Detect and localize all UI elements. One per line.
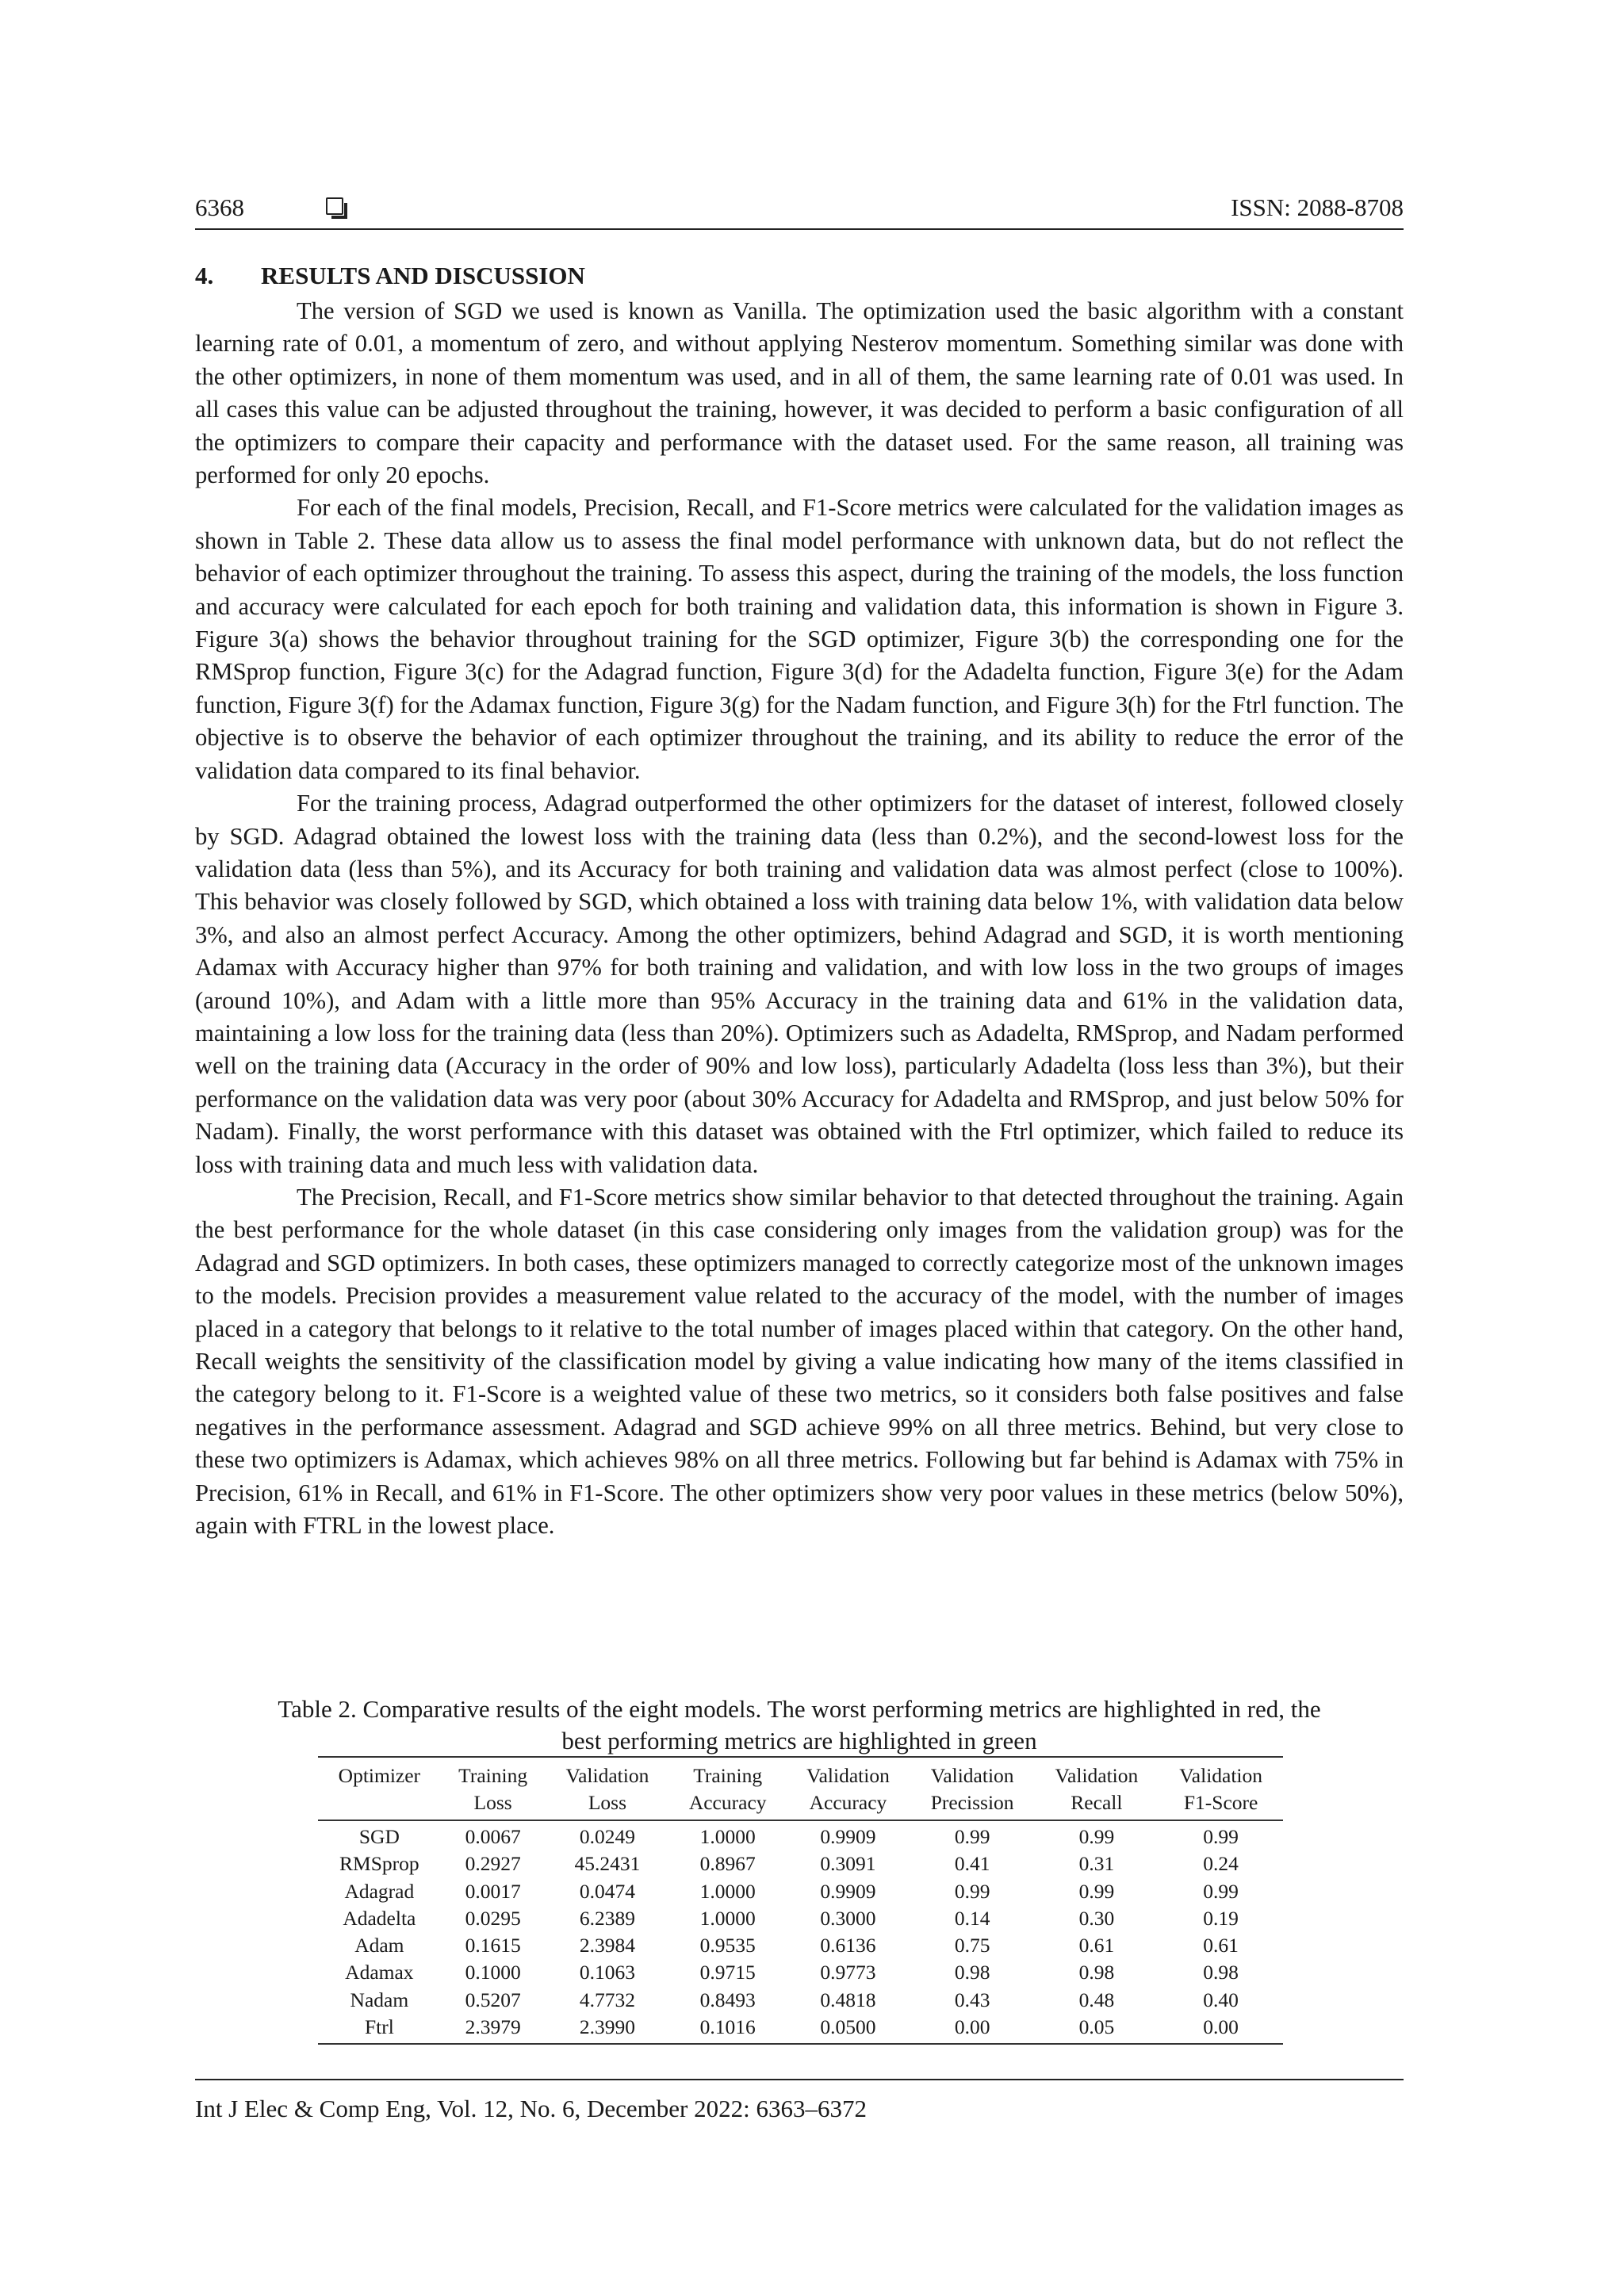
paragraph: The version of SGD we used is known as Vanilla. The optimization used the basic algorithm with a constant learning rate of 0.01, a momentum of zero, and without applying Nesterov momentum. Something similar was done with the other optimizers, in none of them momentum was used, and in all of them, the same learning rate of 0.01 was used. In all cases this value can be adjusted throughout the training, however, it was decided to perform a basic configuration of all the optimizers to compare their capacity and performance with the dataset used. For the same reason, all training was performed for only 20 epochs. [195,297,1404,489]
page-number: 6368 [195,193,244,221]
metric-cell: 0.99 [1203,1879,1239,1903]
paragraph: The Precision, Recall, and F1-Score metrics show similar behavior to that detected throughout the training. Again the best performance for the whole dataset (in this case considering only images from the validation group) was for the Adagrad and SGD optimizers. In both cases, these optimizers managed to correctly categorize most of the unknown images to the models. Precision provides a measurement value related to the accuracy of the model, with the number of images placed in a category that belongs to it relative to the total number of images placed within that category. On the other hand, Recall weights the sensitivity of the classification model by giving a value indicating how many of the items classified in the category belong to it. F1-Score is a weighted value of these two metrics, so it considers both false positives and false negatives in the performance assessment. Adagrad and SGD achieve 99% on all three metrics. Behind, but very close to these two optimizers is Adamax, which achieves 98% on all three metrics. Following but far behind is Adamax with 75% in Precision, 61% in Recall, and 61% in F1-Score. The other optimizers show very poor values in these metrics (below 50%), again with FTRL in the lowest place. [195,1183,1404,1540]
metric-cell: 0.8967 [699,1852,756,1876]
metric-cell: 0.1016 [669,2014,786,2044]
metric-cell: 0.5207 [465,1988,521,2011]
paragraph: For the training process, Adagrad outperformed the other optimizers for the dataset of interest, followed closely by SGD. Adagrad obtained the lowest loss with the training data (less than 0.2%), and the second-lowest loss for the validation data (less than 5%), and its Accuracy for both training and validation data was almost perfect (close to 100%). This behavior was closely followed by SGD, which obtained a loss with training data below 1%, with validation data below 3%, and also an almost perfect Accuracy. Among the other optimizers, behind Adagrad and SGD, it is worth mentioning Adamax with Accuracy higher than 97% for both training and validation, and with low loss in the two groups of images (around 10%), and Adam with a little more than 95% Accuracy in the training data and 61% in the validation data, maintaining a low loss for the training data (less than 20%). Optimizers such as Adadelta, RMSprop, and Nadam performed well on the training data (Accuracy in the order of 90% and low loss), particularly Adadelta (loss less than 3%), but their performance on the validation data was very poor (about 30% Accuracy for Adadelta and RMSprop, and just below 50% for Nadam). Finally, the worst performance with this dataset was obtained with the Ftrl optimizer, which failed to reduce its loss with training data and much less with validation data. [195,790,1404,1178]
metric-cell: 0.1063 [579,1961,635,1984]
optimizer-cell: Adamax [345,1961,414,1984]
table-row [318,1987,1283,2014]
header-cell: Accuracy [786,1789,910,1820]
header-cell: F1-Score [1159,1789,1283,1820]
metric-cell: 0.9715 [699,1961,756,1984]
table-body [318,1820,1283,2044]
metric-cell: 0.3091 [820,1852,876,1876]
header-cell: Validation [1035,1757,1159,1789]
header-cell: Precission [910,1789,1035,1820]
optimizer-cell: Nadam [350,1988,409,2011]
metric-cell: 0.41 [954,1852,990,1876]
metric-cell: 1.0000 [699,1879,756,1903]
table-row [318,1850,1283,1877]
metric-cell: 0.98 [954,1961,990,1984]
optimizer-cell: SGD [358,1825,400,1848]
metric-cell: 0.0017 [465,1879,521,1903]
page-header [195,193,1404,230]
metric-cell: 0.98 [1078,1961,1115,1984]
metric-cell: 0.9909 [820,1825,876,1848]
header-cell [318,1789,441,1820]
table-row [318,1878,1283,1905]
metric-cell: 0.75 [954,1934,990,1957]
metric-cell: 0.43 [954,1988,990,2011]
header-cell: Training [441,1757,546,1789]
header-cell: Validation [1159,1757,1283,1789]
metric-cell: 0.40 [1203,1988,1239,2011]
metric-cell: 0.00 [910,2014,1035,2044]
header-cell: Loss [441,1789,546,1820]
metric-cell: 0.9773 [820,1961,876,1984]
body-text [195,295,1404,1542]
table-row [318,2014,1283,2044]
metric-cell: 0.0500 [786,2014,910,2044]
caption-line: Table 2. Comparative results of the eight models. The worst performing metrics are highlighted in red, the [278,1695,1321,1723]
metric-cell: 0.99 [1078,1879,1115,1903]
optimizer-cell: Adadelta [343,1906,416,1930]
table-row [318,1959,1283,1986]
metric-cell: 0.30 [1078,1906,1115,1930]
metric-cell: 0.99 [1078,1825,1115,1848]
optimizer-cell: RMSprop [339,1852,419,1876]
metric-cell: 0.99 [954,1879,990,1903]
table [318,1756,1283,2045]
header-cell: Validation [546,1757,670,1789]
metric-cell: 0.24 [1203,1852,1239,1876]
metric-cell: 0.0067 [465,1825,521,1848]
metric-cell: 0.6136 [820,1934,876,1957]
metric-cell: 0.1615 [465,1934,521,1957]
caption-line: best performing metrics are highlighted in green [561,1727,1037,1755]
table-row [318,1932,1283,1959]
header-cell: Recall [1035,1789,1159,1820]
table-row [318,1905,1283,1932]
metric-cell: 0.61 [1078,1934,1115,1957]
issn: ISSN: 2088-8708 [1231,193,1404,221]
metric-cell: 0.2927 [465,1852,521,1876]
metric-cell: 0.19 [1203,1906,1239,1930]
metric-cell: 0.98 [1203,1961,1239,1984]
paragraph: For each of the final models, Precision, Recall, and F1-Score metrics were calculated for the validation images as shown in Table 2. These data allow us to assess the final model performance with unknown data, but do not reflect the behavior of each optimizer throughout the training. To assess this aspect, during the training of the models, the loss function and accuracy were calculated for each epoch for both training and validation data, this information is shown in Figure 3. Figure 3(a) shows the behavior throughout training for the SGD optimizer, Figure 3(b) the corresponding one for the RMSprop function, Figure 3(c) for the Adagrad function, Figure 3(d) for the Adadelta function, Figure 3(e) for the Adam function, Figure 3(f) for the Adamax function, Figure 3(g) for the Nadam function, and Figure 3(h) for the Ftrl function. The objective is to observe the behavior of each optimizer throughout the training, and its ability to reduce the error of the validation data compared to its final behavior. [195,494,1404,784]
header-cell: Training [669,1757,786,1789]
optimizer-cell: Ftrl [318,2014,441,2044]
header-row [318,1789,1283,1820]
metric-cell: 0.9535 [699,1934,756,1957]
header-cell: Validation [910,1757,1035,1789]
metric-cell: 2.3984 [579,1934,635,1957]
metric-cell: 45.2431 [574,1852,641,1876]
table-caption [195,1693,1404,1757]
page-footer [195,2079,1404,2123]
metric-cell: 1.0000 [699,1825,756,1848]
metric-cell: 0.99 [954,1825,990,1848]
journal-citation: Int J Elec & Comp Eng, Vol. 12, No. 6, December 2022: 6363–6372 [195,2095,867,2122]
metric-cell: 0.1000 [465,1961,521,1984]
section-number: 4. [195,262,214,289]
metric-cell: 0.4818 [820,1988,876,2011]
metric-cell: 0.8493 [699,1988,756,2011]
metric-cell: 0.05 [1035,2014,1159,2044]
metric-cell: 0.0295 [465,1906,521,1930]
metric-cell: 0.61 [1203,1934,1239,1957]
metric-cell: 2.3990 [546,2014,670,2044]
paper-page [195,0,1404,2296]
optimizer-cell: Adam [354,1934,404,1957]
metric-cell: 0.3000 [820,1906,876,1930]
metric-cell: 0.48 [1078,1988,1115,2011]
header-cell: Optimizer [318,1757,441,1789]
metric-cell: 0.9909 [820,1879,876,1903]
header-cell: Loss [546,1789,670,1820]
metric-cell: 0.00 [1159,2014,1283,2044]
square-icon [326,197,343,215]
metric-cell: 0.31 [1078,1852,1115,1876]
optimizer-cell: Adagrad [344,1879,415,1903]
section-title: RESULTS AND DISCUSSION [261,262,585,289]
metric-cell: 2.3979 [441,2014,546,2044]
table-row [318,1820,1283,1850]
section-heading [195,262,585,290]
metric-cell: 0.99 [1203,1825,1239,1848]
metric-cell: 1.0000 [699,1906,756,1930]
header-row [318,1757,1283,1789]
header-cell: Validation [786,1757,910,1789]
metric-cell: 6.2389 [579,1906,635,1930]
results-table [318,1756,1283,2045]
metric-cell: 0.14 [954,1906,990,1930]
metric-cell: 0.0249 [579,1825,635,1848]
header-cell: Accuracy [669,1789,786,1820]
metric-cell: 0.0474 [579,1879,635,1903]
metric-cell: 4.7732 [579,1988,635,2011]
